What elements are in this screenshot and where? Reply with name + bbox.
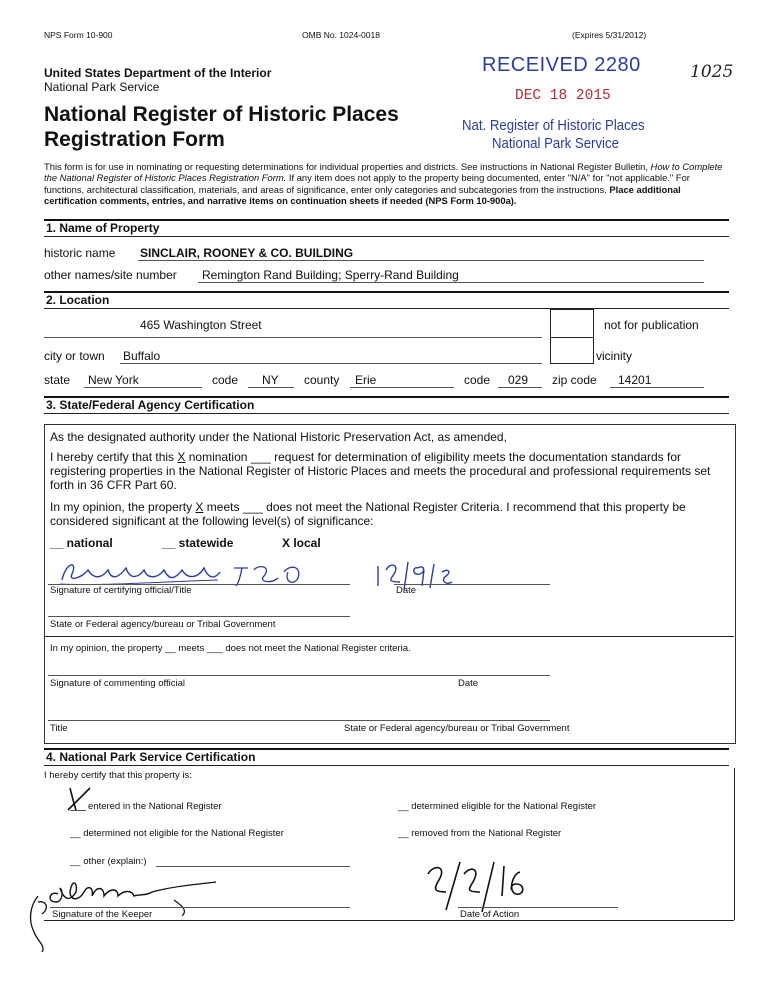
field-underline	[44, 337, 542, 338]
entered-label: entered in the National Register	[88, 801, 222, 812]
zip-value: 14201	[618, 373, 652, 387]
form-id: NPS Form 10-900	[44, 30, 113, 40]
opinion2-text: In my opinion, the property __ meets ___ does not meet the National Register criteria.	[50, 643, 411, 654]
other-names-value: Remington Rand Building; Sperry-Rand Building	[202, 268, 459, 282]
field-underline	[610, 387, 704, 388]
keeper-signature-label: Signature of the Keeper	[52, 909, 153, 920]
date2-label: Date	[458, 678, 479, 689]
city-value: Buffalo	[123, 349, 161, 363]
state-code-value: NY	[262, 373, 279, 387]
level-local: X local	[282, 536, 321, 550]
state-code-label: code	[212, 373, 239, 387]
department: United States Department of the Interior	[44, 66, 272, 80]
certifying-date-handwritten	[372, 556, 472, 592]
field-underline	[350, 387, 454, 388]
state-label: state	[44, 373, 71, 387]
field-underline	[48, 616, 350, 617]
form-title-line1: National Register of Historic Places	[44, 103, 399, 126]
county-code-label: code	[464, 373, 491, 387]
county-label: county	[304, 373, 340, 387]
removed-label: __ removed from the National Register	[398, 828, 562, 839]
handwritten-number: 1025	[690, 62, 734, 82]
county-code-value: 029	[508, 373, 529, 387]
section1-heading: 1. Name of Property	[46, 221, 160, 235]
divider	[44, 765, 729, 766]
section2-heading: 2. Location	[46, 293, 110, 307]
level-statewide: __ statewide	[162, 536, 234, 550]
not-for-publication-label: not for publication	[604, 318, 699, 332]
divider	[44, 920, 734, 921]
divider	[44, 413, 729, 414]
signature-certifying-label: Signature of certifying official/Title	[50, 585, 192, 596]
date-of-action-label: Date of Action	[460, 909, 520, 920]
title-label: Title	[50, 723, 68, 734]
not-for-publication-checkbox[interactable]	[550, 309, 594, 338]
field-underline	[70, 810, 86, 811]
section4-heading: 4. National Park Service Certification	[46, 750, 256, 764]
historic-name-value: SINCLAIR, ROONEY & CO. BUILDING	[140, 246, 354, 260]
service: National Park Service	[44, 80, 160, 94]
field-underline	[120, 363, 542, 364]
determined-eligible-label: __ determined eligible for the National Register	[398, 801, 597, 812]
certify-paragraph: I hereby certify that this X nomination ___ request for determination of eligibility meets the documentation standards for registering properties in the National Register of Historic Places and meets the procedural and professional requirements set forth in 36 CFR Part 60.	[50, 450, 711, 492]
field-underline	[138, 260, 704, 261]
received-stamp: RECEIVED 2280	[482, 54, 641, 76]
authority-text: As the designated authority under the National Historic Preservation Act, as amended,	[50, 430, 507, 444]
divider	[44, 308, 729, 309]
other-names-label: other names/site number	[44, 268, 177, 282]
stamp-line1: Nat. Register of Historic Places	[462, 117, 645, 134]
city-label: city or town	[44, 349, 105, 363]
field-underline	[84, 387, 202, 388]
divider	[44, 636, 734, 637]
divider	[44, 291, 729, 293]
field-underline	[48, 720, 550, 721]
nps-certify-text: I hereby certify that this property is:	[44, 770, 192, 781]
historic-name-label: historic name	[44, 246, 116, 260]
state-value: New York	[88, 373, 139, 387]
stamp-line2: National Park Service	[492, 135, 619, 152]
opinion-paragraph: In my opinion, the property X meets ___ does not meet the National Register Criteria. I recommend that this property be considered significant at the following level(s) of significance:	[50, 500, 686, 528]
section3-heading: 3. State/Federal Agency Certification	[46, 398, 255, 412]
level-national: __ national	[50, 536, 113, 550]
field-underline	[458, 907, 618, 908]
form-title-line2: Registration Form	[44, 128, 225, 151]
field-underline	[50, 907, 350, 908]
field-underline	[198, 282, 704, 283]
county-value: Erie	[355, 373, 377, 387]
omb-number: OMB No. 1024-0018	[302, 30, 380, 40]
determined-not-eligible-label: __ determined not eligible for the National Register	[70, 828, 284, 839]
other-explain-label: __ other (explain:)	[70, 856, 147, 867]
date-label: Date	[396, 585, 417, 596]
agency2-label: State or Federal agency/bureau or Tribal Government	[344, 723, 570, 734]
zip-label: zip code	[552, 373, 597, 387]
box-edge	[734, 768, 735, 920]
vicinity-label: vicinity	[596, 349, 633, 363]
divider	[44, 236, 729, 237]
signature-commenting-label: Signature of commenting official	[50, 678, 186, 689]
field-underline	[48, 675, 550, 676]
field-underline	[394, 584, 550, 585]
field-underline	[498, 387, 542, 388]
intro-paragraph: This form is for use in nominating or requesting determinations for individual properties and districts. See instructions in National Register Bulletin, How to Complete the National Register of Historic Places Registration Form. If any item does not apply to the property being documented, enter "N/A" for "not applicable." For functions, architectural classification, materials, and areas of significance, enter only categories and subcategories from the instructions. Place additional certification comments, entries, and narrative items on continuation sheets if needed (NPS Form 10-900a).	[44, 161, 723, 206]
expiration: (Expires 5/31/2012)	[572, 30, 647, 40]
received-date: DEC 18 2015	[515, 88, 611, 104]
field-underline	[248, 387, 294, 388]
street-address: 465 Washington Street	[140, 318, 262, 332]
vicinity-checkbox[interactable]	[550, 337, 594, 364]
agency-label: State or Federal agency/bureau or Tribal Government	[50, 619, 276, 630]
